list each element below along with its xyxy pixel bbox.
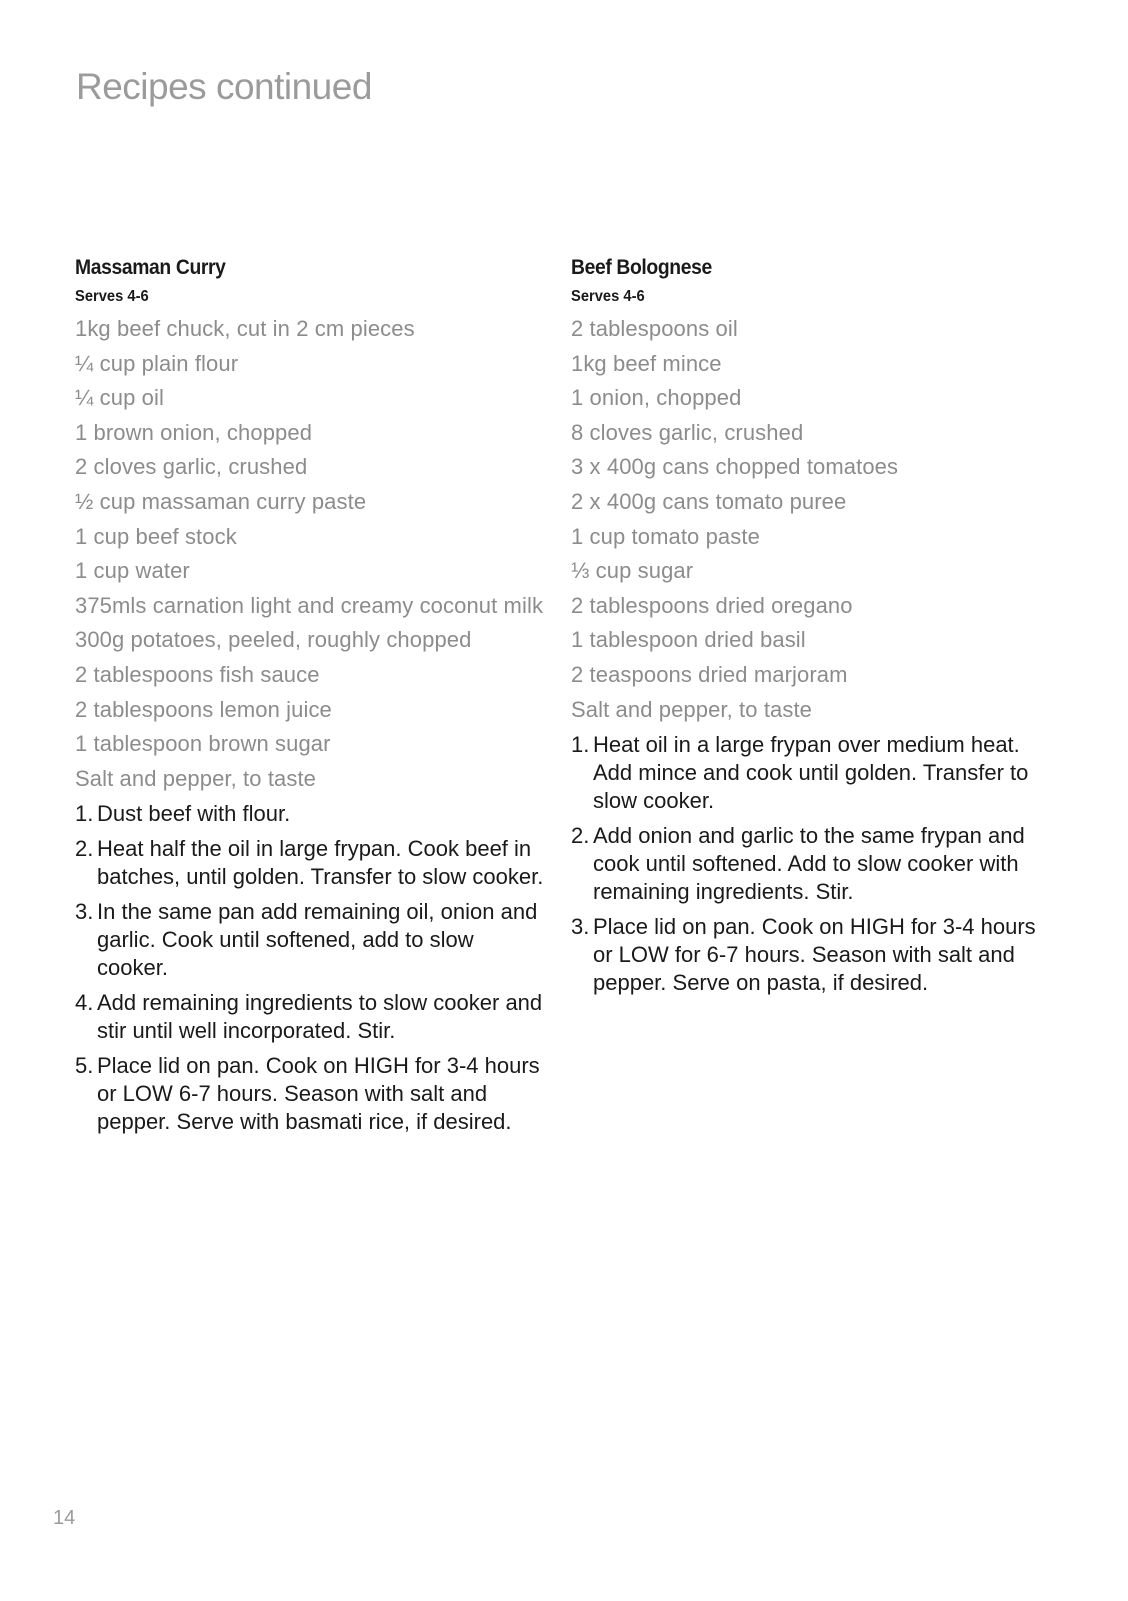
step-text: Place lid on pan. Cook on HIGH for 3-4 hours or LOW 6-7 hours. Season with salt and pepper. Serve with basmati rice, if desired. [97,1053,540,1135]
step-number: 1. [75,801,94,827]
ingredient-item: 3 x 400g cans chopped tomatoes [571,454,899,480]
step-number: 1. [571,732,590,758]
ingredient-item: ⅓ cup sugar [571,558,694,584]
method-steps [571,731,1051,997]
page-number: 14 [53,1507,76,1529]
ingredient-item: 375mls carnation light and creamy coconut milk [75,592,544,618]
method-step [75,1052,545,1136]
step-text: Heat half the oil in large frypan. Cook beef in batches, until golden. Transfer to slow cooker. [97,836,544,890]
ingredient-item: 1kg beef chuck, cut in 2 cm pieces [75,316,415,341]
recipe-serves: Serves 4-6 [75,288,149,305]
ingredient-list [75,316,545,792]
method-step [571,822,1051,906]
ingredient-item: 8 cloves garlic, crushed [571,419,804,445]
ingredient-item: 1 onion, chopped [571,385,742,411]
ingredient-item: 1 cup beef stock [75,523,237,549]
step-number: 3. [571,914,590,940]
method-step [571,913,1051,997]
ingredient-item: 2 tablespoons lemon juice [75,696,332,722]
ingredient-item: 1kg beef mince [571,350,722,376]
ingredient-item: 2 x 400g cans tomato puree [571,488,847,514]
step-number: 2. [571,823,590,849]
ingredient-item: 1 cup water [75,558,190,584]
recipe-serves: Serves 4-6 [571,288,645,305]
step-text: Dust beef with flour. [97,801,291,827]
ingredient-item: 300g potatoes, peeled, roughly chopped [75,627,472,653]
method-step [75,835,545,891]
step-text: Add onion and garlic to the same frypan and cook until softened. Add to slow cooker with remaining ingredients. Stir. [593,823,1025,905]
step-number: 4. [75,990,94,1016]
ingredient-item: ¼ cup plain flour [75,350,239,376]
step-text: In the same pan add remaining oil, onion and garlic. Cook until softened, add to slow cooker. [97,899,538,981]
method-steps [75,800,545,1136]
ingredient-item: ½ cup massaman curry paste [75,488,367,514]
method-step [75,989,545,1045]
ingredient-item: 2 cloves garlic, crushed [75,454,308,480]
ingredient-item: 1 brown onion, chopped [75,419,313,445]
method-step [75,800,545,828]
ingredient-item: ¼ cup oil [75,385,164,411]
recipe-title: Massaman Curry [75,256,226,279]
ingredient-item: Salt and pepper, to taste [75,765,317,791]
ingredient-item: 2 teaspoons dried marjoram [571,661,848,687]
step-text: Place lid on pan. Cook on HIGH for 3-4 hours or LOW for 6-7 hours. Season with salt and pepper. Serve on pasta, if desired. [593,914,1036,996]
step-number: 3. [75,899,94,925]
ingredient-item: 2 tablespoons dried oregano [571,592,853,618]
step-number: 2. [75,836,94,862]
recipe-beef-bolognese [571,256,1051,1004]
ingredient-item: 2 tablespoons oil [571,316,738,341]
ingredient-item: Salt and pepper, to taste [571,696,813,722]
page-title: Recipes continued [76,66,372,107]
step-text: Heat oil in a large frypan over medium heat. Add mince and cook until golden. Transfer to slow cooker. [593,732,1029,814]
ingredient-item: 1 cup tomato paste [571,523,760,549]
ingredient-item: 1 tablespoon brown sugar [75,731,331,757]
ingredient-list [571,316,1051,723]
ingredient-item: 2 tablespoons fish sauce [75,661,320,687]
step-text: Add remaining ingredients to slow cooker and stir until well incorporated. Stir. [97,990,543,1044]
recipe-massaman-curry [75,256,545,1143]
recipe-title: Beef Bolognese [571,256,712,279]
ingredient-item: 1 tablespoon dried basil [571,627,806,653]
method-step [571,731,1051,815]
step-number: 5. [75,1053,94,1079]
method-step [75,898,545,982]
